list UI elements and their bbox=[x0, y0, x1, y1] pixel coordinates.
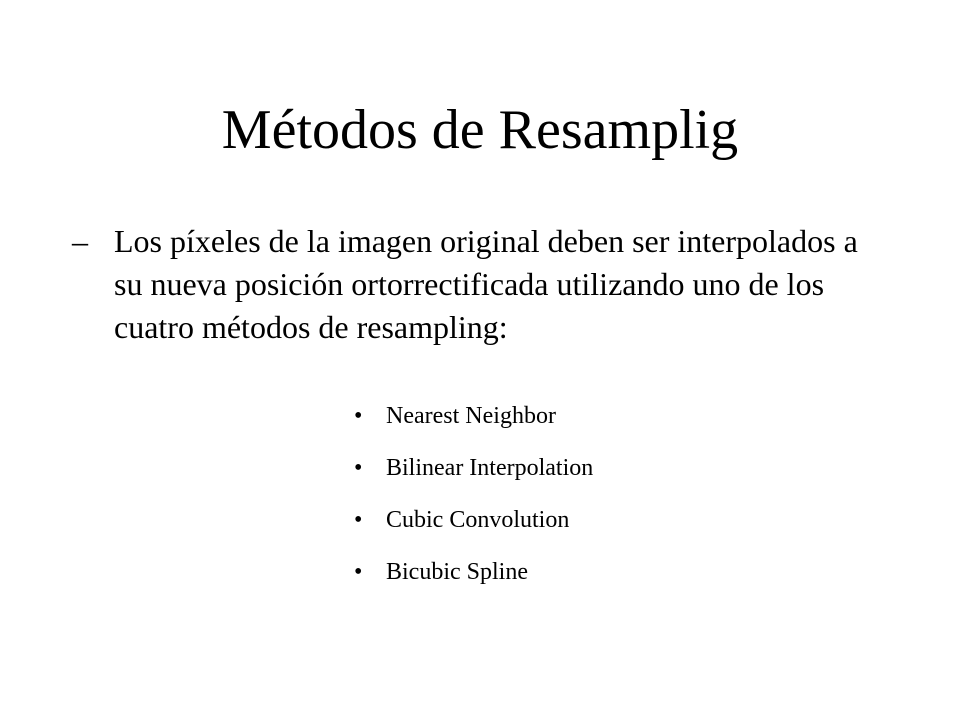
bullet-dot-icon: • bbox=[354, 507, 363, 533]
bullet-dot-icon: • bbox=[354, 559, 363, 585]
method-item-cubic-convolution bbox=[354, 504, 593, 536]
method-label: Bilinear Interpolation bbox=[386, 455, 594, 481]
method-item-bilinear-interpolation bbox=[354, 452, 593, 484]
bullet-dot-icon: • bbox=[354, 455, 363, 481]
method-item-bicubic-spline bbox=[354, 556, 593, 588]
method-label: Nearest Neighbor bbox=[386, 403, 556, 429]
method-list bbox=[354, 400, 593, 608]
intro-paragraph-text: Los píxeles de la imagen original deben ser interpolados a su nueva posición ortorrectificada utilizando uno de los cuatro métodos de resampling: bbox=[114, 223, 858, 345]
method-item-nearest-neighbor bbox=[354, 400, 593, 432]
slide-title: Métodos de Resamplig bbox=[221, 99, 739, 161]
bullet-dot-icon: • bbox=[354, 403, 363, 429]
method-label: Bicubic Spline bbox=[386, 559, 528, 585]
intro-paragraph bbox=[72, 220, 872, 349]
method-label: Cubic Convolution bbox=[386, 507, 570, 533]
dash-bullet-icon: – bbox=[72, 223, 88, 259]
